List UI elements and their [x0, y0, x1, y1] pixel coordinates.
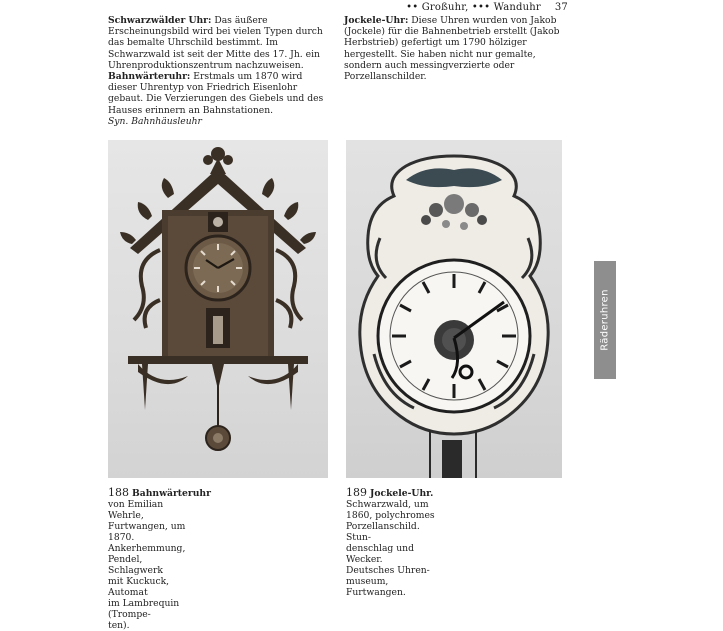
- caption-line: Porzellanschild. Stun-: [346, 521, 420, 543]
- caption-line: museum, Furtwangen.: [346, 576, 406, 598]
- caption-line: von Emilian Wehrle,: [108, 499, 164, 521]
- section-tab-label: Räderuhren: [599, 289, 611, 351]
- entry-text: Erstmals um 1870 wird dieser Uhrentyp von Friedrich Eisenlohr gebaut. Die Verzierungen des Giebels und des Hauses erinnern an Bahnstationen.: [108, 71, 324, 116]
- entry-term: Bahnwärteruhr:: [108, 71, 191, 83]
- figure-title: Jockele-Uhr.: [370, 488, 434, 499]
- caption-line: mit Kuckuck, Automat: [108, 576, 170, 598]
- cuckoo-clock-illustration: [108, 140, 328, 478]
- entry-text: Das äußere Erscheinungsbild wird bei vielen Typen durch das bemalte Uhrschild bestimmt. Im Schwarzwald ist seit der Mitte des 17. Jh. ein Uhrenproduktionszentrum nachzuweisen.: [108, 15, 323, 71]
- synonym-reference: Syn. Bahnhäusleuhr: [108, 115, 202, 127]
- left-entry: [108, 15, 330, 127]
- jockele-clock-photo: [346, 140, 562, 478]
- caption-line: Pendel, Schlagwerk: [108, 554, 163, 576]
- running-head: [388, 2, 568, 13]
- caption-188: [108, 486, 211, 631]
- caption-189: [346, 487, 442, 598]
- figure-number: 189: [346, 486, 367, 499]
- entry-term: Schwarzwälder Uhr:: [108, 15, 212, 26]
- entry-bahnwaerter: [108, 71, 330, 116]
- entry-term: Jockele-Uhr:: [344, 15, 409, 26]
- figure-number: 188: [108, 486, 129, 499]
- entry-schwarzwaelder: [108, 15, 330, 71]
- section-thumb-tab: [594, 261, 616, 379]
- entry-text: Diese Uhren wurden von Jakob (Jockele) für die Bahnenbetrieb erstellt (Jakob Herbstrieb) gefertigt um 1790 hölziger hergestellt. Sie haben nicht nur gemalte, sondern auch messingverzierte oder Porzellanschilder.: [344, 15, 560, 83]
- caption-line: Deutsches Uhren-: [346, 565, 430, 576]
- cuckoo-clock-photo: [108, 140, 328, 478]
- figure-title: Bahnwärteruhr: [132, 488, 211, 499]
- caption-line: im Lambrequin (Trompe-: [108, 598, 180, 620]
- running-head-text: •• Großuhr, ••• Wanduhr: [406, 2, 541, 13]
- caption-line: Schwarzwald, um: [346, 499, 429, 510]
- jockele-clock-illustration: [346, 140, 562, 478]
- page-number: 37: [554, 2, 568, 13]
- caption-line: Furtwangen, um 1870.: [108, 521, 186, 543]
- caption-line: 1860, polychromes: [346, 510, 435, 521]
- caption-line: Ankerhemmung,: [108, 543, 186, 554]
- entry-jockele: [344, 15, 562, 82]
- caption-line: denschlag und Wecker.: [346, 543, 414, 565]
- caption-line: ten).: [108, 620, 130, 631]
- right-entry: [344, 15, 562, 82]
